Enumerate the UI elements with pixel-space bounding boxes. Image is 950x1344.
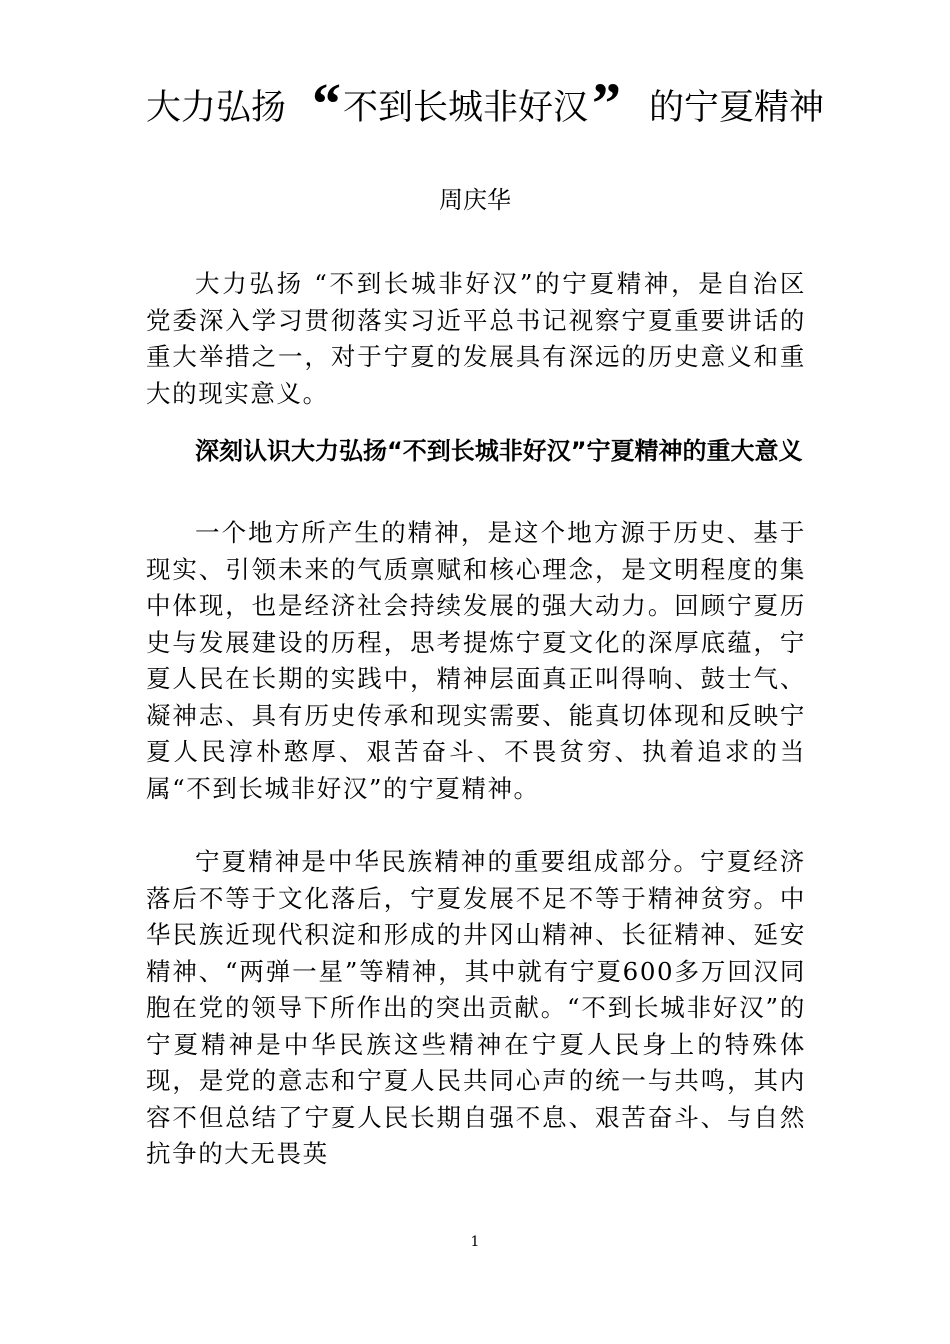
title-quoted-phrase: 不到长城非好汉 xyxy=(343,88,589,128)
section-heading: 深刻认识大力弘扬“不到长城非好汉”宁夏精神的重大意义 xyxy=(195,437,803,465)
document-title xyxy=(146,71,826,138)
title-tail: 的宁夏精神 xyxy=(649,88,825,128)
title-close-quote: ” xyxy=(592,71,622,136)
title-open-quote: “ xyxy=(312,71,342,136)
page-number: 1 xyxy=(470,1234,480,1250)
paragraph-national-spirit: 宁夏精神是中华民族精神的重要组成部分。宁夏经济落后不等于文化落后，宁夏发展不足不等于精神贫穷。中华民族近现代积淀和形成的井冈山精神、长征精神、延安精神、“两弹一星”等精神，其中就有宁夏600多万回汉同胞在党的领导下所作出的突出贡献。“不到长城非好汉”的宁夏精神是中华民族这些精神在宁夏人民身上的特殊体现，是党的意志和宁夏人民共同心声的统一与共鸣，其内容不但总结了宁夏人民长期自强不息、艰苦奋斗、与自然抗争的大无畏英 xyxy=(146,847,806,1168)
paragraph-spirit-definition: 一个地方所产生的精神，是这个地方源于历史、基于现实、引领未来的气质禀赋和核心理念，是文明程度的集中体现，也是经济社会持续发展的强大动力。回顾宁夏历史与发展建设的历程，思考提炼宁夏文化的深厚底蕴，宁夏人民在长期的实践中，精神层面真正叫得响、鼓士气、凝神志、具有历史传承和现实需要、能真切体现和反映宁夏人民淳朴憨厚、艰苦奋斗、不畏贫穷、执着追求的当属“不到长城非好汉”的宁夏精神。 xyxy=(146,518,806,803)
paragraph-intro: 大力弘扬 “不到长城非好汉”的宁夏精神，是自治区党委深入学习贯彻落实习近平总书记视察宁夏重要讲话的重大举措之一，对于宁夏的发展具有深远的历史意义和重大的现实意义。 xyxy=(146,269,806,408)
title-lead: 大力弘扬 xyxy=(146,88,287,128)
author-name: 周庆华 xyxy=(439,186,511,214)
